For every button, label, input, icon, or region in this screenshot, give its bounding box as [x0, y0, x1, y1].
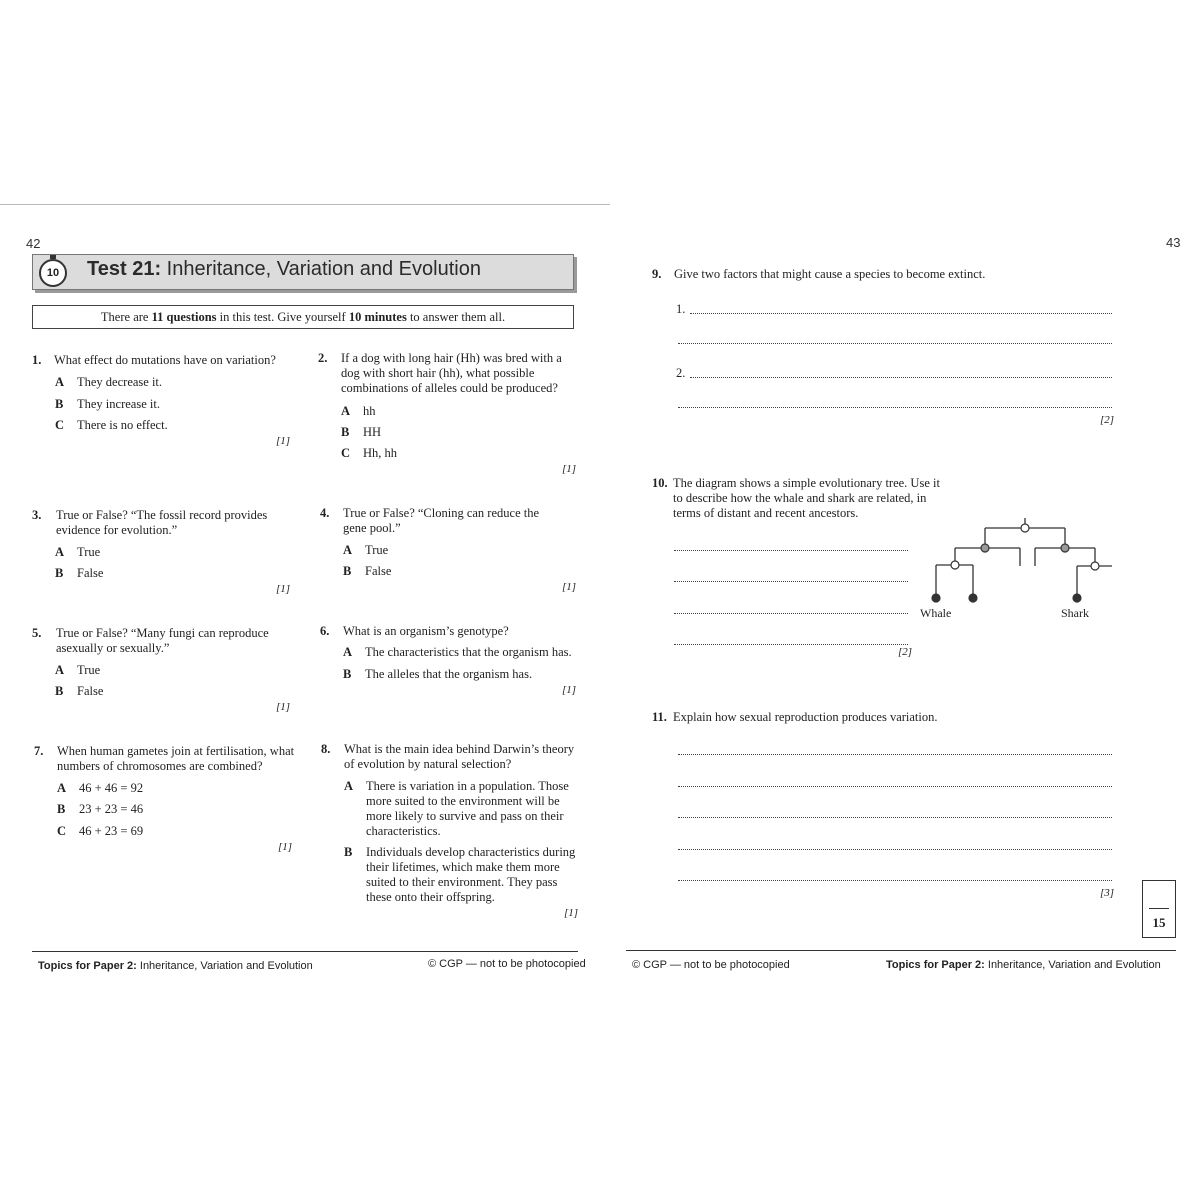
answer-line[interactable]: [678, 880, 1112, 881]
option-7a[interactable]: A 46 + 46 = 92: [57, 781, 144, 795]
answer-line-label-1: 1.: [676, 302, 686, 316]
mark-8: [1]: [564, 907, 579, 919]
question-text: What is an organism’s genotype?: [343, 624, 509, 638]
right-footer-topic: Topics for Paper 2: Inheritance, Variation and Evolution: [886, 959, 1161, 971]
test-title: [87, 258, 481, 281]
right-footer-copyright: © CGP — not to be photocopied: [632, 959, 790, 971]
question-text: If a dog with long hair (Hh) was bred with a dog with short hair (hh), what possible combinations of alleles could be produced?: [341, 351, 562, 395]
left-footer-rule: [32, 951, 578, 952]
option-1a[interactable]: A They decrease it.: [55, 375, 163, 389]
mark-5: [1]: [276, 701, 291, 713]
mark-10: [2]: [898, 646, 913, 658]
option-6a[interactable]: A The characteristics that the organism has.: [343, 645, 572, 659]
question-text: Explain how sexual reproduction produces variation.: [673, 710, 938, 724]
mark-11: [3]: [1100, 887, 1115, 899]
answer-line[interactable]: [674, 644, 908, 645]
evolutionary-tree-diagram: [920, 510, 1120, 610]
ancestor-node: [1061, 544, 1069, 552]
question-text: True or False? “Cloning can reduce the gene pool.”: [343, 506, 540, 535]
species-node: [969, 594, 977, 602]
timer-icon: 10: [39, 259, 67, 287]
shark-label: Shark: [1061, 606, 1089, 620]
answer-line[interactable]: [678, 786, 1112, 787]
whale-label: Whale: [920, 606, 952, 620]
option-6b[interactable]: B The alleles that the organism has.: [343, 667, 533, 681]
ancestor-node: [1091, 562, 1099, 570]
mark-4: [1]: [562, 581, 577, 593]
answer-line[interactable]: [678, 817, 1112, 818]
option-1c[interactable]: C There is no effect.: [55, 418, 168, 432]
species-node: [1073, 594, 1081, 602]
test-instructions: There are 11 questions in this test. Give yourself 10 minutes to answer them all.: [32, 305, 574, 329]
option-2a[interactable]: A hh: [341, 404, 376, 418]
ancestor-node: [951, 561, 959, 569]
option-5b[interactable]: B False: [55, 684, 104, 698]
mark-3: [1]: [276, 583, 291, 595]
answer-line[interactable]: [674, 613, 908, 614]
score-box[interactable]: [1142, 880, 1176, 938]
left-footer-topic: Topics for Paper 2: Inheritance, Variation and Evolution: [38, 960, 313, 972]
option-2c[interactable]: C Hh, hh: [341, 446, 398, 460]
mark-2: [1]: [562, 463, 577, 475]
question-text: The diagram shows a simple evolutionary tree. Use it to describe how the whale and shark are related, in terms of distant and recent ancestors.: [673, 476, 940, 520]
ancestor-node: [1021, 524, 1029, 532]
right-page-number: 43: [1166, 235, 1181, 250]
question-text: True or False? “Many fungi can reproduce asexually or sexually.”: [56, 626, 269, 655]
option-8a[interactable]: A There is variation in a population. Those more suited to the environment will be more likely to survive and pass on their characteristics.: [344, 779, 569, 838]
mark-6: [1]: [562, 684, 577, 696]
answer-line[interactable]: [674, 581, 908, 582]
test-label: Test 21:: [87, 258, 162, 280]
option-4a[interactable]: A True: [343, 543, 389, 557]
right-footer-rule: [626, 950, 1176, 951]
mark-9: [2]: [1100, 414, 1115, 426]
answer-line[interactable]: [678, 849, 1112, 850]
ancestor-node: [981, 544, 989, 552]
score-entry-line: [1149, 908, 1169, 909]
species-node: [932, 594, 940, 602]
question-text: What is the main idea behind Darwin’s theory of evolution by natural selection?: [344, 742, 575, 771]
answer-line[interactable]: [674, 550, 908, 551]
question-text: Give two factors that might cause a species to become extinct.: [674, 267, 986, 281]
option-3b[interactable]: B False: [55, 566, 104, 580]
answer-line[interactable]: [678, 754, 1112, 755]
option-3a[interactable]: A True: [55, 545, 101, 559]
page-top-rule: [0, 204, 610, 205]
answer-line[interactable]: [678, 407, 1112, 408]
option-8b[interactable]: B Individuals develop characteristics during their lifetimes, which make them more suited to their environment. They pass these onto their offspring.: [344, 845, 576, 904]
answer-line[interactable]: [678, 343, 1112, 344]
test-title-text: Inheritance, Variation and Evolution: [166, 258, 481, 280]
mark-7: [1]: [278, 841, 293, 853]
answer-line[interactable]: [690, 313, 1112, 314]
left-footer-copyright: © CGP — not to be photocopied: [428, 958, 586, 970]
option-7b[interactable]: B 23 + 23 = 46: [57, 802, 144, 816]
test-title-bar: [32, 254, 574, 290]
left-page-number: 42: [26, 236, 41, 251]
question-text: True or False? “The fossil record provides evidence for evolution.”: [56, 508, 268, 537]
option-7c[interactable]: C 46 + 23 = 69: [57, 824, 144, 838]
question-text: When human gametes join at fertilisation, what numbers of chromosomes are combined?: [57, 744, 295, 773]
mark-1: [1]: [276, 435, 291, 447]
answer-line-label-2: 2.: [676, 366, 686, 380]
score-total: 15: [1152, 915, 1166, 930]
answer-line[interactable]: [690, 377, 1112, 378]
option-2b[interactable]: B HH: [341, 425, 382, 439]
question-text: What effect do mutations have on variation?: [54, 353, 276, 367]
option-1b[interactable]: B They increase it.: [55, 397, 160, 411]
option-5a[interactable]: A True: [55, 663, 101, 677]
option-4b[interactable]: B False: [343, 564, 392, 578]
